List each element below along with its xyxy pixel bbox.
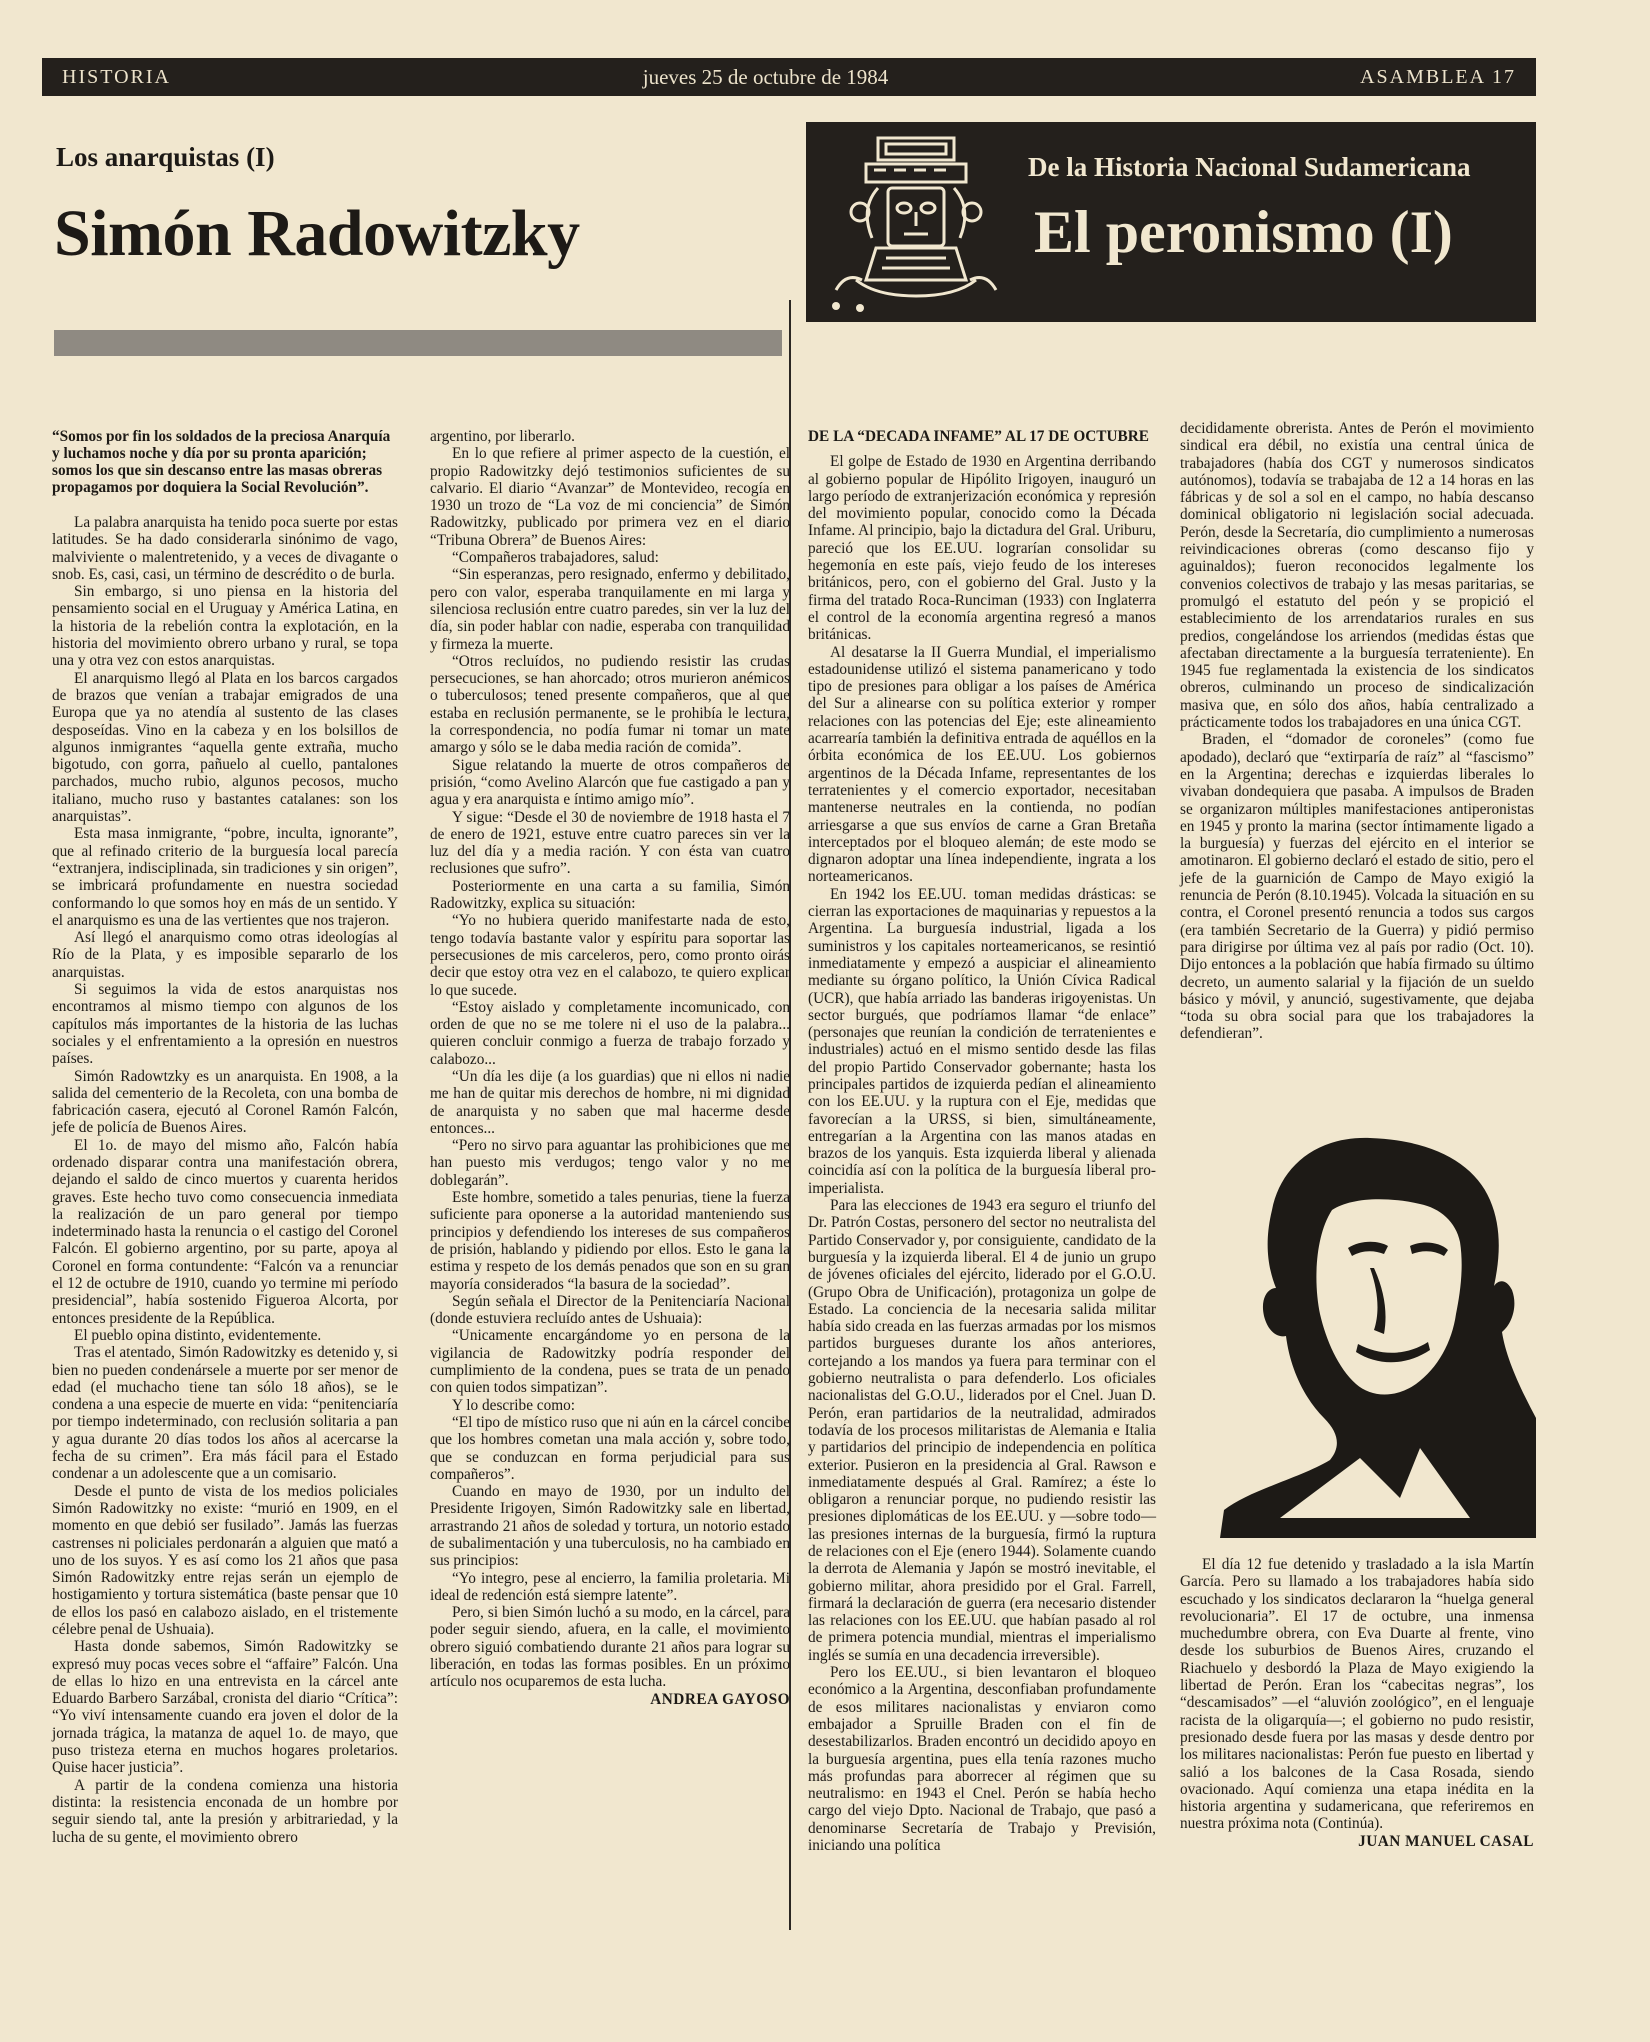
paragraph: Y sigue: “Desde el 30 de noviembre de 1918 hasta el 7 de enero de 1921, estuve entre cuatro pareces sin ver la luz del día y a media ración. Y con ésta van cuatro reclusiones que sufro”. <box>430 808 790 878</box>
peron-portrait-icon <box>1220 1118 1536 1538</box>
issue-date: jueves 25 de octubre de 1984 <box>642 64 889 89</box>
paragraph: Al desatarse la II Guerra Mundial, el imperialismo estadounidense utilizó el sistema panamericano y todo tipo de presiones para obligar a los países de América del Sur a alinearse con su política exterior y romper relaciones con las potencias del Eje; este alineamiento acarrearía también la definitiva entrada de aquéllos en la órbita económica de los EE.UU. Los gobiernos argentinos de la Década Infame, representantes de los terratenientes y el comercio exportador, necesitaban mantenerse neutrales en la contienda, no podían arriesgarse a que sus envíos de carne a Gran Bretaña interceptados por el bloqueo alemán; de este modo se dignaron adoptar una línea independiente, ingrata a los norteamericanos. <box>808 643 1156 886</box>
section-label-left: HISTORIA <box>62 65 171 88</box>
paragraph: El anarquismo llegó al Plata en los barcos cargados de brazos que venían a trabajar emigrados de una Europa que ya no atendía al sustento de las clases desposeídas. Vino en la cabeza y en los bolsillos de algunos inmigrantes “aquella gente extraña, mucho bigotudo, con gorra, pañuelo al cuello, pantalones parchados, mucho rubio, algunos pecosos, mucho italiano, mucho ruso y bastantes catalanes: son los anarquistas”. <box>52 669 398 826</box>
aztec-mask-icon <box>816 130 1016 316</box>
paragraph: El golpe de Estado de 1930 en Argentina derribando al gobierno popular de Hipólito Irigoyen, inauguró un largo período de extranjerización económica y represión del movimiento popular, conocido como la Década Infame. Al principio, bajo la dictadura del Gral. Uriburu, pareció que los EE.UU. lograrían consolidar su hegemonía en este país, viejo feudo de los intereses británicos, pero, con el gobierno del Gral. Justo y la firma del tratado Roca-Runciman (1933) con Inglaterra el control de la economía argentina regresó a manos británicas. <box>808 453 1156 644</box>
paragraph: Pero los EE.UU., si bien levantaron el bloqueo económico a la Argentina, desconfiaban profundamente de esos militares nacionalistas y enviaron como embajador a Spruille Braden con el fin de desestabilizarlos. Braden encontró un decidido apoyo en la burguesía argentina, pues ella tenía razones mucho más profundas para aborrecer al régimen que su neutralismo: en 1943 el Cnel. Perón se había hecho cargo del viejo Dpto. Nacional de Trabajo, que pasó a denominarse Secretaría de Trabajo y Previsión, iniciando una política <box>808 1664 1156 1855</box>
paragraph: “Pero no sirvo para aguantar las prohibiciones que me han puesto mis verdugos; tengo valor y no me doblegarán”. <box>430 1137 790 1189</box>
paragraph: “Compañeros trabajadores, salud: <box>452 549 659 567</box>
right-article-title: El peronismo (I) <box>1034 199 1453 265</box>
left-article-column-2 <box>430 428 790 1708</box>
paragraph: Y lo describe como: <box>452 1396 576 1414</box>
paragraph: Desde el punto de vista de los medios policiales Simón Radowitzky no existe: “murió en 1909, en el momento en que debió ser fusilado”. Jamás las fuerzas castrenses ni policiales perdonarán a alguien que mató a uno de los suyos. Y es así como los 21 años que pasa Simón Radowitzky entre rejas serán un ejemplo de hostigamiento y tortura sistemática (baste pensar que 10 de ellos los pasó en calabozo aislado, en el tristemente célebre penal de Ushuaia). <box>52 1482 398 1638</box>
right-article-column-2 <box>1180 420 1534 1043</box>
left-article-title: Simón Radowitzky <box>54 197 580 270</box>
paragraph: Sigue relatando la muerte de otros compañeros de prisión, “como Avelino Alarcón que fue castigado a pan y agua y era anarquista e íntimo amigo mío”. <box>430 756 790 809</box>
paragraph: Según señala el Director de la Penitenciaría Nacional (donde estuviera recluído antes de Ushuaia): <box>430 1292 790 1328</box>
paragraph: Así llegó el anarquismo como otras ideologías al Río de la Plata, y es imposible separarlo de los anarquistas. <box>52 929 398 981</box>
decorative-band <box>54 330 782 356</box>
page-header-bar <box>42 58 1536 96</box>
left-article-column-1 <box>52 428 398 1846</box>
paragraph: La palabra anarquista ha tenido poca suerte por estas latitudes. Se ha dado considerarla sinónimo de vago, malviviente o malentretenido, y a veces de divagante o snob. Es, casi, casi, un término de descrédito o de burla. <box>52 514 398 583</box>
paragraph: “Yo integro, pese al encierro, la familia proletaria. Mi ideal de redención está siempre latente”. <box>430 1569 790 1604</box>
paragraph: El día 12 fue detenido y trasladado a la isla Martín García. Pero su llamado a los trabajadores había sido escuchado y los sindicatos declararon la “huelga general revolucionaria”. El 17 de octubre, una inmensa muchedumbre obrera, con Eva Duarte al frente, vino desde los suburbios de Buenos Aires, cruzando el Riachuelo y desbordó la Plaza de Mayo exigiendo la libertad de Perón. Eran los “cabecitas negras”, los “descamisados” —el “aluvión zoológico”, en el lenguaje racista de la oligarquía—; el gobierno no pudo resistir, presionado desde fuera por las masas y desde dentro por los militares nacionalistas: Perón fue puesto en libertad y salió a los balcones de la Casa Rosada, siendo ovacionado. Aquí comienza una etapa inédita en la historia argentina y sudamericana, que referiremos en nuestra próxima nota (Continúa). <box>1180 1556 1534 1833</box>
right-article-kicker: De la Historia Nacional Sudamericana <box>1028 152 1471 182</box>
paragraph: Si seguimos la vida de estos anarquistas nos encontramos al mismo tiempo con algunos de los capítulos más importantes de la historia de las luchas sociales y el enfrentamiento a la opresión en nuestros países. <box>52 981 398 1068</box>
paragraph: En lo que refiere al primer aspecto de la cuestión, el propio Radowitzky dejó testimonios suficientes de su calvario. El diario “Avanzar” de Montevideo, recogía en 1930 un trozo de “La voz de mi conciencia” de Simón Radowitzky, publicado por primera vez en el diario “Tribuna Obrera” de Buenos Aires: <box>430 445 790 549</box>
author-signature: ANDREA GAYOSO <box>650 1690 790 1708</box>
paragraph: Braden, el “domador de coroneles” (como fue apodado), declaró que “extirparía de raíz” al “fascismo” en la Argentina; derechas e izquierdas liberales lo vivaban dondequiera que pasaba. A impulsos de Braden se organizaron múltiples manifestaciones antiperonistas en 1945 y pronto la marina (sector íntimamente ligado a la burguesía) y fuerzas del ejército en el interior se amotinaron. El gobierno declaró el estado de sitio, pero el jefe de la guarnición de Campo de Mayo exigió la renuncia de Perón (8.10.1945). Volcada la situación en su contra, el Coronel presentó renuncia a todos sus cargos (era también Secretario de la Guerra) y pidió permiso para dirigirse por última vez al país por radio (Oct. 10). Dijo entonces a la población que había firmado su último decreto, un aumento salarial y la fijación de un sueldo básico y móvil, y anunció, sugestivamente, que dejaba “toda su obra social para que los trabajadores la defendieran”. <box>1180 731 1534 1043</box>
paragraph: Cuando en mayo de 1930, por un indulto del Presidente Irigoyen, Simón Radowitzky sale en libertad, arrastrando 21 años de soledad y tortura, un notorio estado de subalimentación y una tuberculosis, no ha cambiado en sus principios: <box>430 1483 790 1570</box>
paragraph: Posteriormente en una carta a su familia, Simón Radowitzky, explica su situación: <box>430 877 790 913</box>
paragraph: Este hombre, sometido a tales penurias, tiene la fuerza suficiente para oponerse a la autoridad manteniendo sus principios y defendiendo los intereses de sus compañeros de prisión, hablando y pidiendo por ellos. Esto le gana la estima y respeto de los demás penados que son en su gran mayoría considerados “la basura de la sociedad”. <box>430 1189 790 1293</box>
paragraph: “Un día les dije (a los guardias) que ni ellos ni nadie me han de quitar mis derechos de hombre, ni mi dignidad de anarquista y no saben que mal hacerme desde entonces... <box>430 1067 790 1137</box>
right-article-title-box <box>806 122 1536 322</box>
paragraph: Simón Radowtzky es un anarquista. En 1908, a la salida del cementerio de la Recoleta, con una bomba de fabricación casera, ejecutó al Coronel Ramón Falcón, jefe de policía de Buenos Aires. <box>52 1067 398 1137</box>
section-label-right: ASAMBLEA 17 <box>1360 65 1516 88</box>
paragraph: Para las elecciones de 1943 era seguro el triunfo del Dr. Patrón Costas, personero del sector no neutralista del Partido Conservador y, por consiguiente, candidato de la burguesía y la izquierda liberal. El 4 de junio un grupo de jóvenes oficiales del ejército, liderado por el G.O.U. (Grupo Obra de Unificación), protagoniza un golpe de Estado. La conciencia de la necesaria salida militar había sido creada en las fuerzas armadas por los mismos partidos burgueses durante los años anteriores, cortejando a los mandos ya fuera para terminar con el gobierno neutralista o para defenderlo. Los oficiales nacionalistas del G.O.U., liderados por el Cnel. Juan D. Perón, eran partidarios de la neutralidad, admirados todavía de los procesos militaristas de Alemania e Italia y partidarios del principio de independencia en política exterior. Pusieron en la presidencia al Gral. Rawson e inmediatamente después al Gral. Ramírez; a éste lo obligaron a renunciar porque, no pudiendo resistir las presiones diplomáticas de los EE.UU. y —sobre todo— las presiones internas de la burguesía, firmó la ruptura de relaciones con el Eje (enero 1944). Solamente cuando la derrota de Alemania y Japón se mostró inevitable, el gobierno militar, ahora presidido por el Gral. Farrell, firmará la declaración de guerra (era necesario distender las relaciones con los EE.UU. que habían pasado al rol de primera potencia mundial, mientras el imperialismo inglés se sumía en una decadencia irreversible). <box>808 1197 1156 1664</box>
right-article-column-1 <box>808 428 1156 1854</box>
paragraph: “El tipo de místico ruso que ni aún en la cárcel concibe que los hombres cometan una mala acción y, sobre todo, que se conduzcan en forma perjudicial para sus compañeros”. <box>430 1413 790 1483</box>
pull-quote: “Somos por fin los soldados de la preciosa Anarquía y luchamos noche y día por su pronta aparición; somos los que sin descanso entre las masas obreras propagamos por doquiera la Social Revolución”. <box>52 428 391 496</box>
paragraph: “Sin esperanzas, pero resignado, enfermo y debilitado, pero con valor, esperaba tranquilamente en mi larga y silenciosa reclusión entre cuatro paredes, sin ver la luz del día, sin poder hablar con nadie, esperaba con tranquilidad y firmeza la muerte. <box>430 566 790 653</box>
paragraph: “Yo no hubiera querido manifestarte nada de esto, tengo todavía bastante valor y espíritu para soportar las persecusiones de mis carceleros, pero, como pronto oirás decir que estoy otra vez en el calabozo, te quiero explicar lo que sucede. <box>430 912 790 999</box>
paragraph: El 1o. de mayo del mismo año, Falcón había ordenado disparar contra una manifestación obrera, dejando el saldo de cinco muertos y cuarenta heridos graves. Este hecho tuvo como consecuencia inmediata la realización de un paro general por tiempo indeterminado hasta la renuncia o el castigo del Coronel Falcón. El gobierno argentino, por su parte, apoya al Coronel en forma contundente: “Falcón va a renunciar el 12 de octubre de 1910, cuando yo termine mi período presidencial”, había sostenido Figueroa Alcorta, por entonces presidente de la República. <box>52 1136 398 1327</box>
paragraph: decididamente obrerista. Antes de Perón el movimiento sindical era débil, no existía una central única de trabajadores (había dos CGT y numerosos sindicatos autónomos), todavía se trabajaba de 12 a 14 horas en las fábricas y de sol a sol en el campo, no había descanso dominical obligatorio ni legislación social adecuada. Perón, desde la Secretaría, dio cumplimiento a numerosas reivindicaciones obreras (como descanso fijo y aguinaldos); fueron reconocidos legalmente los convenios colectivos de trabajo y las mesas paritarias, se promulgó el estatuto del peón y se propició el establecimiento de los arrendatarios rurales en sus predios, congelándose los arriendos (medidas éstas que afectaban directamente a la burguesía terrateniente). En 1945 fue reglamentada la existencia de los sindicatos obreros, culminando un proceso de sindicalización masiva que, en sólo dos años, había centralizado a prácticamente todos los trabajadores en una única CGT. <box>1180 420 1534 732</box>
author-signature: JUAN MANUEL CASAL <box>1358 1832 1534 1850</box>
paragraph: argentino, por liberarlo. <box>430 428 575 445</box>
paragraph: Hasta donde sabemos, Simón Radowitzky se expresó muy pocas veces sobre el “affaire” Falcón. Una de ellas lo hizo en una entrevista en la cárcel ante Eduardo Barbero Sarzábal, cronista del diario “Crítica”: “Yo viví intensamente cuando era joven el dolor de la jornada trágica, la matanza de aquel 1o. de mayo, que puso tristeza eterna en muchos hogares proletarios. Quise hacer justicia”. <box>52 1638 398 1777</box>
paragraph: En 1942 los EE.UU. toman medidas drásticas: se cierran las exportaciones de maquinarias y repuestos a la Argentina. La burguesía industrial, ligada a los suministros y los capitales norteamericanos, se resintió inmediatamente y empezó a auspiciar el alineamiento mediante su órgano político, la Unión Cívica Radical (UCR), que había arriado las banderas irigoyenistas. Un sector burgués, que podríamos llamar “de enlace” (personajes que reunían la condición de terratenientes e industriales) actuó en el mismo sentido desde las filas del propio Partido Conservador gobernante; hasta los principales partidos de izquierda pedían el alineamiento con los EE.UU. y la ruptura con el Eje, medidas que favorecían a la URSS, si bien, simultáneamente, entregarían a la Argentina con las manos atadas en brazos de los yanquis. Esta izquierda liberal y alienada coincidía así con la política de la burguesía liberal pro-imperialista. <box>808 885 1156 1197</box>
paragraph: “Unicamente encargándome yo en persona de la vigilancia de Radowitzky podría responder del cumplimiento de la condena, pues se trata de un penado con quien todos simpatizan”. <box>430 1327 790 1397</box>
paragraph: Pero, si bien Simón luchó a su modo, en la cárcel, para poder seguir siendo, afuera, en la calle, el movimiento obrero siguió combatiendo durante 21 años para lograr su liberación, en todas las formas posibles. En un próximo artículo nos ocuparemos de esta lucha. <box>430 1604 790 1691</box>
paragraph: El pueblo opina distinto, evidentemente. <box>74 1326 322 1344</box>
paragraph: “Otros recluídos, no pudiendo resistir las crudas persecuciones, se han ahorcado; otros murieron anémicos o tuberculosos; tened presente compañeros, que al que estaba en reclusión permanente, se le prohibía le lectura, la correspondencia, no podía fumar ni tomar un mate amargo y sólo se le daba media ración de comida”. <box>430 652 790 757</box>
left-article-kicker: Los anarquistas (I) <box>56 142 275 172</box>
paragraph: Esta masa inmigrante, “pobre, inculta, ignorante”, que al refinado criterio de la burguesía local parecía “extranjera, indisciplinada, sin tradiciones y sin origen”, se imbricará profundamente en nuestra sociedad conformando lo que somos hoy en más de un sentido. Y el anarquismo es una de las vertientes que nos trajeron. <box>52 825 398 929</box>
paragraph: Sin embargo, si uno piensa en la historia del pensamiento social en el Uruguay y América Latina, en la historia de la rebelión contra la explotación, en la historia del movimiento obrero urbano y rural, se topa una y otra vez con estos anarquistas. <box>52 583 398 670</box>
paragraph: Tras el atentado, Simón Radowitzky es detenido y, si bien no pueden condenársele a muerte por ser menor de edad (el muchacho tiene tan sólo 18 años), se le condena a una especie de muerte en vida: “penitenciaría por tiempo indeterminado, con reclusión solitaria a pan y agua durante 20 días todos los años al acercarse la fecha de su crimen”. Era más fácil para el Estado condenar a un adolescente que a un comisario. <box>52 1344 398 1483</box>
section-subhead: DE LA “DECADA INFAME” AL 17 DE OCTUBRE <box>808 428 1149 445</box>
paragraph: “Estoy aislado y completamente incomunicado, con orden de que no se me tolere ni el uso de la palabra... quieren concluir conmigo a fuerza de trabajo forzado y calabozo... <box>430 998 790 1068</box>
paragraph: A partir de la condena comienza una historia distinta: la resistencia enconada de un hombre por seguir siendo tal, ante la presión y arbitrariedad, y la lucha de su gente, el movimiento obrero <box>52 1776 398 1846</box>
right-article-column-2-continued <box>1180 1556 1534 1850</box>
